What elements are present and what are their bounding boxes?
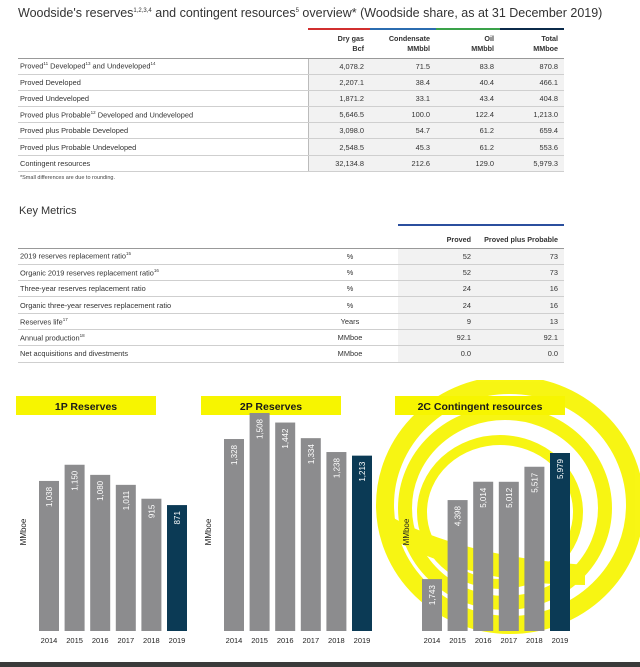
bar bbox=[224, 439, 244, 631]
cell-value: 1,871.2 bbox=[308, 90, 370, 106]
x-tick-label: 2016 bbox=[276, 636, 294, 645]
row-unit: % bbox=[308, 264, 398, 280]
y-axis-label: MMboe bbox=[402, 518, 411, 546]
cell-value: 54.7 bbox=[370, 123, 436, 139]
cell-value: 24 bbox=[398, 297, 477, 313]
x-tick-label: 2014 bbox=[423, 636, 441, 645]
row-label: Proved plus Probable Undeveloped bbox=[18, 139, 308, 155]
cell-value: 52 bbox=[398, 264, 477, 280]
row-label: 2019 reserves replacement ratio$^{15}$ bbox=[18, 248, 308, 264]
row-label: Organic 2019 reserves replacement ratio$^{16}$ bbox=[18, 264, 308, 280]
cell-value: 5,979.3 bbox=[500, 155, 564, 171]
cell-value: 73 bbox=[477, 248, 564, 264]
header-condensate: Condensate MMbbl bbox=[370, 29, 436, 58]
reserves-row bbox=[18, 123, 564, 139]
chart-0 bbox=[16, 396, 187, 645]
metrics-row bbox=[18, 264, 564, 280]
cell-value: 870.8 bbox=[500, 58, 564, 74]
cell-value: 0.0 bbox=[398, 346, 477, 362]
x-tick-label: 2015 bbox=[251, 636, 268, 645]
cell-value: 466.1 bbox=[500, 74, 564, 90]
cell-value: 404.8 bbox=[500, 90, 564, 106]
chart-1 bbox=[201, 396, 372, 645]
cell-value: 52 bbox=[398, 248, 477, 264]
x-tick-label: 2018 bbox=[143, 636, 160, 645]
bar-value-label: 915 bbox=[147, 504, 157, 519]
bar-value-label: 1,213 bbox=[358, 461, 367, 482]
row-label: Three-year reserves replacement ratio bbox=[18, 281, 308, 297]
reserves-row bbox=[18, 74, 564, 90]
x-tick-label: 2018 bbox=[328, 636, 345, 645]
cell-value: 33.1 bbox=[370, 90, 436, 106]
bar-value-label: 5,979 bbox=[556, 459, 565, 480]
reserves-row bbox=[18, 58, 564, 74]
bar bbox=[250, 413, 270, 631]
cell-value: 92.1 bbox=[398, 329, 477, 345]
metrics-row bbox=[18, 346, 564, 362]
metrics-header-row bbox=[18, 225, 564, 248]
reserves-row bbox=[18, 90, 564, 106]
row-label: Net acquisitions and divestments bbox=[18, 346, 308, 362]
reserves-row bbox=[18, 155, 564, 171]
x-tick-label: 2014 bbox=[40, 636, 58, 645]
bar-value-label: 871 bbox=[173, 511, 182, 525]
cell-value: 83.8 bbox=[436, 58, 500, 74]
chart-title: 1P Reserves bbox=[54, 401, 118, 413]
row-label: Organic three-year reserves replacement ratio bbox=[18, 297, 308, 313]
x-tick-label: 2017 bbox=[302, 636, 320, 645]
x-tick-label: 2016 bbox=[91, 636, 109, 645]
key-metrics-title: Key Metrics bbox=[19, 205, 77, 217]
y-axis-label: MMboe bbox=[204, 518, 213, 546]
bar-value-label: 1,011 bbox=[121, 490, 131, 511]
bar-value-label: 1,328 bbox=[230, 445, 239, 466]
cell-value: 43.4 bbox=[436, 90, 500, 106]
header-proved-plus-probable: Proved plus Probable bbox=[477, 225, 564, 248]
cell-value: 2,548.5 bbox=[308, 139, 370, 155]
cell-value: 45.3 bbox=[370, 139, 436, 155]
cell-value: 129.0 bbox=[436, 155, 500, 171]
bar bbox=[275, 423, 295, 631]
key-metrics-table bbox=[18, 224, 564, 363]
cell-value: 122.4 bbox=[436, 107, 500, 123]
chart-title: 2C Contingent resources bbox=[417, 401, 543, 413]
bar-value-label: 1,238 bbox=[332, 458, 342, 479]
cell-value: 32,134.8 bbox=[308, 155, 370, 171]
bar-value-label: 1,442 bbox=[281, 428, 291, 449]
cell-value: 71.5 bbox=[370, 58, 436, 74]
row-unit: % bbox=[308, 248, 398, 264]
reserves-row bbox=[18, 107, 564, 123]
metrics-row bbox=[18, 281, 564, 297]
bar-value-label: 1,080 bbox=[96, 480, 106, 501]
reserves-table bbox=[18, 28, 564, 172]
cell-value: 1,213.0 bbox=[500, 107, 564, 123]
footnote: *Small differences are due to rounding. bbox=[20, 175, 115, 181]
header-proved: Proved bbox=[398, 225, 477, 248]
cell-value: 61.2 bbox=[436, 123, 500, 139]
metrics-row bbox=[18, 313, 564, 329]
row-unit: Years bbox=[308, 313, 398, 329]
bar-value-label: 5,517 bbox=[530, 472, 540, 493]
cell-value: 24 bbox=[398, 281, 477, 297]
header-dry-gas: Dry gas Bcf bbox=[308, 29, 370, 58]
metrics-row bbox=[18, 297, 564, 313]
cell-value: 73 bbox=[477, 264, 564, 280]
cell-value: 2,207.1 bbox=[308, 74, 370, 90]
x-tick-label: 2015 bbox=[66, 636, 83, 645]
cell-value: 553.6 bbox=[500, 139, 564, 155]
x-tick-label: 2019 bbox=[551, 636, 569, 645]
chart-title: 2P Reserves bbox=[239, 401, 303, 413]
x-tick-label: 2019 bbox=[353, 636, 371, 645]
bar-value-label: 5,012 bbox=[504, 487, 514, 508]
x-tick-label: 2017 bbox=[500, 636, 518, 645]
bar-value-label: 5,014 bbox=[479, 487, 489, 508]
cell-value: 61.2 bbox=[436, 139, 500, 155]
header-oil: Oil MMbbl bbox=[436, 29, 500, 58]
row-unit: % bbox=[308, 297, 398, 313]
bar bbox=[301, 438, 321, 631]
reserves-row bbox=[18, 139, 564, 155]
cell-value: 659.4 bbox=[500, 123, 564, 139]
cell-value: 38.4 bbox=[370, 74, 436, 90]
header-total: Total MMboe bbox=[500, 29, 564, 58]
x-tick-label: 2019 bbox=[168, 636, 186, 645]
x-tick-label: 2017 bbox=[117, 636, 135, 645]
reserves-charts bbox=[0, 380, 640, 667]
bar-value-label: 1,150 bbox=[70, 470, 80, 491]
cell-value: 16 bbox=[477, 297, 564, 313]
row-unit: MMboe bbox=[308, 346, 398, 362]
row-label: Annual production$^{18}$ bbox=[18, 329, 308, 345]
bar-value-label: 1,334 bbox=[306, 444, 316, 465]
cell-value: 0.0 bbox=[477, 346, 564, 362]
bar-value-label: 4,398 bbox=[453, 506, 463, 527]
bar-value-label: 1,743 bbox=[428, 585, 437, 606]
row-label: Proved Undeveloped bbox=[18, 90, 308, 106]
x-tick-label: 2018 bbox=[526, 636, 543, 645]
row-label: Proved plus Probable$^{12}$ Developed and Undeveloped bbox=[18, 107, 308, 123]
row-label: Reserves life$^{17}$ bbox=[18, 313, 308, 329]
row-unit: MMboe bbox=[308, 329, 398, 345]
cell-value: 13 bbox=[477, 313, 564, 329]
cell-value: 16 bbox=[477, 281, 564, 297]
x-tick-label: 2014 bbox=[225, 636, 243, 645]
metrics-row bbox=[18, 248, 564, 264]
cell-value: 100.0 bbox=[370, 107, 436, 123]
cell-value: 40.4 bbox=[436, 74, 500, 90]
row-label: Contingent resources bbox=[18, 155, 308, 171]
cell-value: 212.6 bbox=[370, 155, 436, 171]
x-tick-label: 2015 bbox=[449, 636, 466, 645]
cell-value: 4,078.2 bbox=[308, 58, 370, 74]
cell-value: 3,098.0 bbox=[308, 123, 370, 139]
row-label: Proved Developed bbox=[18, 74, 308, 90]
bottom-rule bbox=[0, 662, 640, 667]
bar-value-label: 1,508 bbox=[255, 419, 265, 440]
row-label: Proved plus Probable Developed bbox=[18, 123, 308, 139]
cell-value: 5,646.5 bbox=[308, 107, 370, 123]
reserves-header-row bbox=[18, 29, 564, 58]
bar-value-label: 1,038 bbox=[45, 486, 54, 507]
row-unit: % bbox=[308, 281, 398, 297]
cell-value: 92.1 bbox=[477, 329, 564, 345]
row-label: Proved$^{11}$ Developed$^{13}$ and Undeveloped$^{14}$ bbox=[18, 58, 308, 74]
page-title: Woodside's reserves$^{1,2,3,4}$ and contingent resources$^5$ overview* (Woodside share, as at 31 December 2019) bbox=[18, 6, 603, 20]
metrics-row bbox=[18, 329, 564, 345]
cell-value: 9 bbox=[398, 313, 477, 329]
x-tick-label: 2016 bbox=[474, 636, 492, 645]
y-axis-label: MMboe bbox=[19, 518, 28, 546]
